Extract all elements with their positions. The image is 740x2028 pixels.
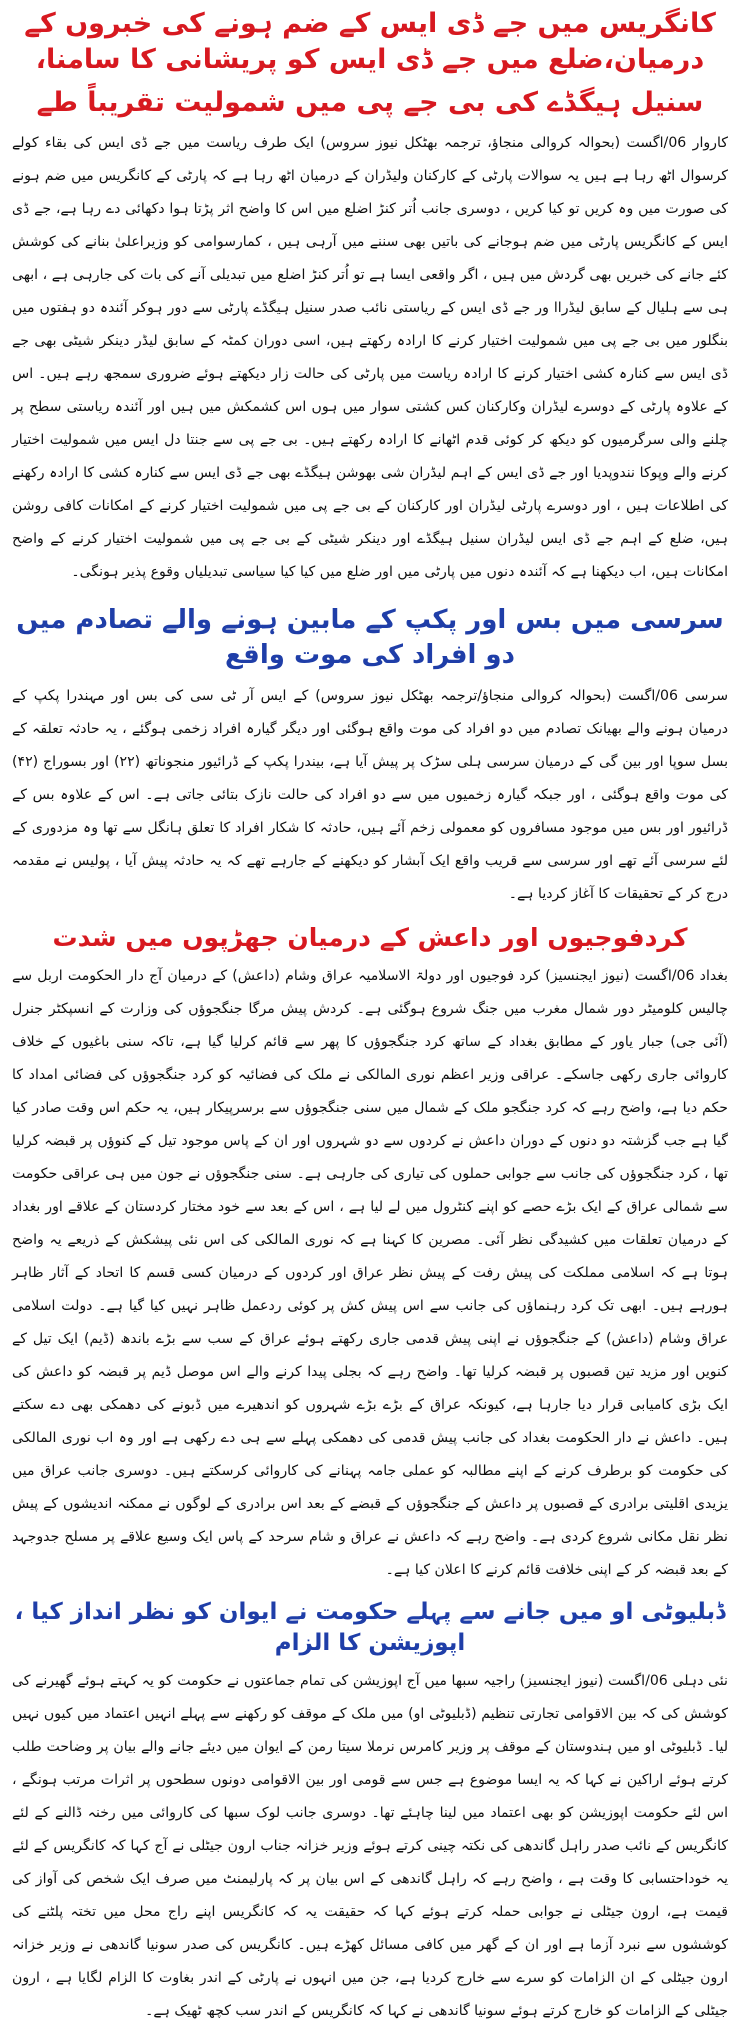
article-jds-congress-merger [12, 6, 728, 589]
article-kurds-isis-clashes [12, 921, 728, 1588]
article-body: بغداد 06/اگست (نیوز ایجنسیز) کرد فوجیوں اور دولۃ الاسلامیہ عراق وشام (داعش) کے درمیان آج دار الحکومت اربل سے چالیس کلومیٹر دور شمال مغرب میں جنگ شروع ہوگئی ہے۔ کردش پیش مرگا جنگجوؤں کی وزارت کے انسپکٹر جنرل (آئی جی) جبار یاور کے مطابق بغداد کے ساتھ کرد جنگجوؤں کا پھر سے قائم کرلیا گیا ہے، تاکہ سنی باغیوں کے خلاف کاروائی جاری رکھی جاسکے۔ عراقی وزیر اعظم نوری المالکی نے ملک کی فضائیہ کو کرد جنگجوؤں کی فضائی امداد کا حکم دیا ہے، واضح رہے کہ کرد جنگجو ملک کے شمال میں سنی جنگجوؤں سے برسرپیکار ہیں، یہ حکم اس وقت صادر کیا گیا ہے جب گزشتہ دو دنوں کے دوران داعش نے کردوں سے دو شہروں اور ان کے پاس موجود تیل کے کنوؤں پر قبضہ کرلیا تھا ، کرد جنگجوؤں کی جانب سے جوابی حملوں کی تیاری کی جارہی ہے۔ سنی جنگجوؤں نے جون میں ہی عراقی حکومت سے شمالی عراق کے ایک بڑے حصے کو اپنے کنٹرول میں لے لیا ہے ، اس کے بعد سے خود مختار کردستان کے علاقے اور بغداد کے درمیان تعلقات میں کشیدگی نظر آئی۔ مصرین کا کہنا ہے کہ نوری المالکی کی اس نئی پیشکش کے ذریعے یہ واضح ہوتا ہے کہ اسلامی مملکت کی پیش رفت کے پیش نظر عراق اور کردوں کے درمیان کسی قسم کا اتحاد کے آثار ظاہر ہورہے ہیں۔ ابھی تک کرد رہنماؤں کی جانب سے اس پیش کش پر کوئی ردعمل ظاہر نہیں کیا گیا ہے۔ دولت اسلامی عراق وشام (داعش) کے جنگجوؤں نے اپنی پیش قدمی جاری رکھتے ہوئے عراق کے سب سے بڑے باندھ (ڈیم) ایک تیل کے کنویں اور مزید تین قصبوں پر قبضہ کرلیا تھا۔ واضح رہے کہ بجلی پیدا کرنے والے اس موصل ڈیم پر قبضہ کو داعش کی ایک بڑی کامیابی قرار دیا جارہا ہے، کیونکہ عراق کے بڑے بڑے شہروں کو اندھیرے میں ڈبونے کی دھمکی بھی دے سکتے ہیں۔ داعش نے دار الحکومت بغداد کی جانب پیش قدمی کی دھمکی پہلے سے ہی دے رکھی ہے اور وہ اب نوری المالکی کی حکومت کو برطرف کرنے کے اپنے مطالبہ کو عملی جامہ پہنانے کی کاروائی کرسکتے ہیں۔ دوسری جانب عراق میں یزیدی اقلیتی برادری کے قصبوں پر داعش کے جنگجوؤں کے قبضے کے بعد اس برادری کے لوگوں نے ممکنہ اندیشوں کے پیش نظر نقل مکانی شروع کردی ہے۔ واضح رہے کہ داعش نے عراق و شام سرحد کے پاس ایک وسیع علاقے پر مسلح جدوجہد کے بعد قبضہ کر کے اپنی خلافت قائم کرنے کا اعلان کیا ہے۔ [12, 968, 728, 1579]
article-body: کاروار 06/اگست (بحوالہ کروالی منجاؤ، ترجمہ بھٹکل نیوز سروس) ایک طرف ریاست میں جے ڈی ایس کی بقاء کولے کرسوال اٹھ رہا ہے ہیں یہ سوالات پارٹی کے کارکنان ولیڈران کے درمیان اٹھ رہا ہے کہ پارٹی کے کانگریس میں ضم ہونے کی صورت میں وہ کریں تو کیا کریں ، دوسری جانب اُتر کنڑ اضلع میں اس کا واضح اثر پڑتا ہوا دکھائی دے رہا ہے، جے ڈی ایس کے کانگریس پارٹی میں ضم ہوجانے کی باتیں بھی سننے میں آرہی ہیں ، کمارسوامی کو وزیراعلیٰ بنانے کی کوشش کئے جانے کی خبریں بھی گردش میں ہیں ، اگر واقعی ایسا ہے تو اُتر کنڑ اضلع میں تبدیلی آنے کی بات کی جارہی ہے ، ابھی ہی سے ہلیال کے سابق لیڈراا ور جے ڈی ایس کے ریاستی نائب صدر سنیل ہیگڈے پارٹی سے دور ہوکر آئندہ دو ہفتوں میں بنگلور میں بی جے پی میں شمولیت اختیار کرنے کا ارادہ رکھتے ہیں، اسی دوران کمٹہ کے سابق لیڈر دینکر شیٹی بھی جے ڈی ایس سے کنارہ کشی اختیار کرنے کا ارادہ ریاست میں پارٹی کی حالت زار دیکھتے ہوئے ضروری سمجھ رہے ہیں۔ اس کے علاوہ پارٹی کے دوسرے لیڈران وکارکنان کس کشتی سوار میں ہوں اس کشمکش میں ہیں اور آئندہ ریاستی سطح پر چلنے والی سرگرمیوں کو دیکھ کر کوئی قدم اٹھانے کا ارادہ رکھتے ہیں۔ بی جے پی سے جنتا دل ایس میں شمولیت اختیار کرنے والے وپوکا نندوپدیا اور جے ڈی ایس کے اہم لیڈران شی بھوشن ہیگڈے بھی جے ڈی ایس سے کنارہ کشی کا ارادہ رکھنے کی اطلاعات ہیں ، اور دوسرے پارٹی لیڈران اور کارکنان کے بی جے پی میں شمولیت اختیار کرنے کے امکانات کافی روشن ہیں، ضلع کے اہم جے ڈی ایس لیڈران سنیل ہیگڈے اور دینکر شیٹی کے بی جے پی میں شمولیت اختیار کرنے کے واضح امکانات ہیں، اب دیکھنا ہے کہ آئندہ دنوں میں پارٹی میں اور ضلع میں کیا کیا سیاسی تبدیلیاں وقوع پذیر ہونگی۔ [12, 135, 728, 581]
article-sirsi-accident [12, 603, 728, 910]
article-headline: ڈبلیوٹی او میں جانے سے پہلے حکومت نے ایوان کو نظر انداز کیا ، اپوزیشن کا الزام [14, 1599, 726, 1657]
article-wto-opposition [12, 1597, 728, 2028]
article-headline: سرسی میں بس اور پکپ کے مابین ہونے والے تصادم میں دو افراد کی موت واقع [16, 605, 724, 671]
article-body: سرسی 06/اگست (بحوالہ کروالی منجاؤ/ترجمہ بھٹکل نیوز سروس) کے ایس آر ٹی سی کی بس اور مہندرا پکپ کے درمیان ہونے والے بھیانک تصادم میں دو افراد کی موت واقع ہوگئی اور دیگر گیارہ افراد زخمی ہوگئے ، یہ حادثہ تعلقہ کے بسل سوپا اور بین گی کے درمیان سرسی ہلی سڑک پر پیش آیا ہے، بیندرا پکپ کے ڈرائیور منجوناتھ (۲۲) اور بسوراج (۴۲) کی موت واقع ہوگئی ، اور جبکہ گیارہ زخمیوں میں سے دو افراد کی حالت نازک بتائی جاتی ہے۔ اس کے علاوہ بس کے ڈرائیور اور بس میں موجود مسافروں کو معمولی زخم آئے ہیں، حادثہ کا شکار افراد کا تعلق ہانگل سے تھا وہ مزدوری کے لئے سرسی آئے تھے اور سرسی سے قریب واقع ایک آبشار کو دیکھنے کے جارہے تھے کہ یہ حادثہ پیش آیا ، پولیس نے مقدمہ درج کر کے تحقیقات کا آغاز کردیا ہے۔ [12, 687, 729, 902]
article-body: نئی دہلی 06/اگست (نیوز ایجنسیز) راجیہ سبھا میں آج اپوزیشن کی تمام جماعتوں نے حکومت کو یہ کہتے ہوئے گھیرنے کی کوشش کی کہ بین الاقوامی تجارتی تنظیم (ڈبلیوٹی او) میں ملک کے موقف کو رکھنے سے پہلے انہیں اعتماد میں کیوں نہیں لیا۔ ڈبلیوٹی او میں ہندوستان کے موقف پر وزیر کامرس نرملا سیتا رمن کے ایوان میں دیئے جانے والے بیان پر وضاحت طلب کرتے ہوئے اراکین نے کہا کہ یہ ایسا موضوع ہے جس سے قومی اور بین الاقوامی دونوں سطحوں پر اثرات مرتب ہونگے ، اس لئے حکومت اپوزیشن کو بھی اعتماد میں لینا چاہئے تھا۔ دوسری جانب لوک سبھا کی کاروائی میں رخنہ ڈالنے کے لئے کانگریس کے نائب صدر راہل گاندھی کی نکتہ چینی کرتے ہوئے وزیر خزانہ جناب ارون جیٹلی نے آج کہا کہ کانگریس کے لئے یہ خوداحتسابی کا وقت ہے ، واضح رہے کہ راہل گاندھی کے اس بیان پر کہ پارلیمنٹ میں صرف ایک شخص کی آواز کی قیمت ہے، ارون جیٹلی نے جوابی حملہ کرتے ہوئے کہا کہ حقیقت یہ کہ کانگریس اپنے راج محل میں تختہ پلٹنے کی کوششوں سے نبرد آزما ہے اور ان کے گھر میں کافی مسائل کھڑے ہیں۔ کانگریس کی صدر سونیا گاندھی نے وزیر خزانہ ارون جیٹلی کے ان الزامات کو سرے سے خارج کردیا ہے، جن میں انہوں نے پارٹی کے اندر بغاوت کا الزام لگایا ہے ، ارون جیٹلی کے الزامات کو خارج کرتے ہوئے سونیا گاندھی نے کہا کہ کانگریس کے اندر سب کچھ ٹھیک ہے۔ [12, 1673, 728, 2020]
article-headline-line-2: سنیل ہیگڈے کی بی جے پی میں شمولیت تقریباً طے [36, 86, 704, 118]
article-headline-line-1: کانگریس میں جے ڈی ایس کے ضم ہونے کی خبروں کے درمیان،ضلع میں جے ڈی ایس کو پریشانی کا سامنا، [24, 8, 716, 76]
article-headline: کردفوجیوں اور داعش کے درمیان جھڑپوں میں شدت [52, 922, 688, 952]
